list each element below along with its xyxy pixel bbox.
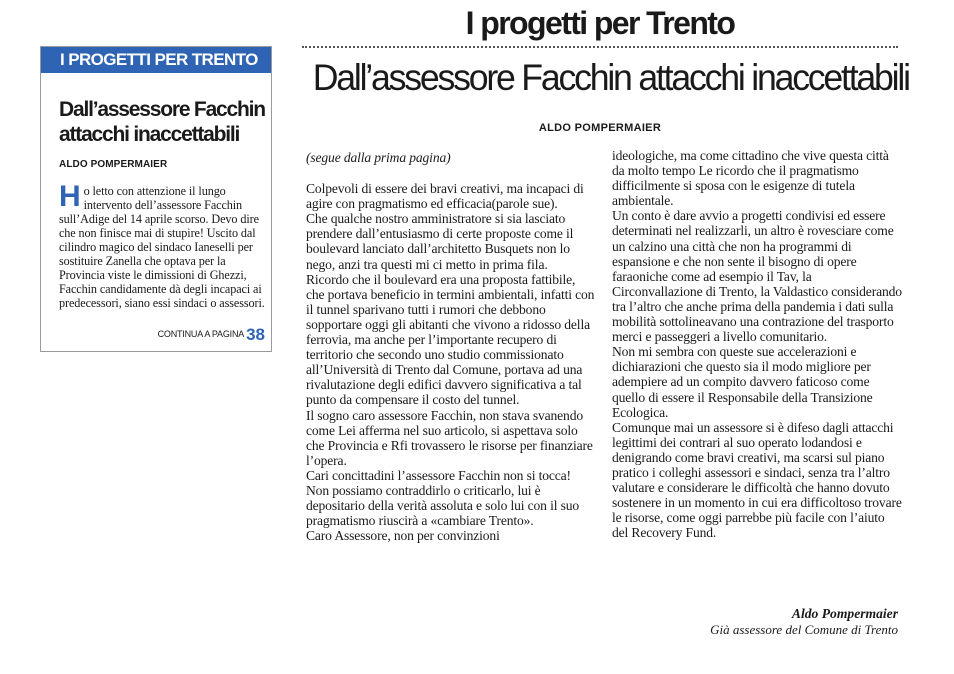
teaser-byline: ALDO POMPERMAIER <box>59 159 168 170</box>
segue-note: (segue dalla prima pagina) <box>306 150 451 165</box>
paragraph: Ricordo che il boulevard era una proposta fattibile, che portava beneficio in termini ambientali, infatti con il tunnel sparivano tutti i rumori che debbono sopportare oggi gli abitanti che vivono a ridosso della ferrovia, ma anche per l’importante recupero di territorio che secondo uno studio commissionato all’Università di Trento dal Comune, portava ad una rivalutazione degli edifici davvero significativa a tal punto da compensare il costo del tunnel. <box>306 271 595 408</box>
teaser-dropcap: H <box>59 180 81 213</box>
paragraph: Il sogno caro assessore Facchin, non stava svanendo come Lei afferma nel suo articolo, si aspettava solo che Provincia e Rfi trovassero le risorse per finanziare l’opera. <box>306 407 593 468</box>
paragraph: Non possiamo contraddirlo o criticarlo, lui è depositario della verità assoluta e solo lui con il suo pragmatismo riuscirà a «cambiare Trento». <box>306 482 580 529</box>
paragraph: Caro Assessore, non per convinzioni <box>306 528 500 544</box>
teaser-section-label: I PROGETTI PER TRENTO <box>41 47 271 73</box>
paragraph: Non mi sembra con queste sue accelerazioni e dichiarazioni che questo sia il modo migliore per adempiere ad un compito davvero faticoso come quello di essere il Responsabile della Transizione Ecologica. <box>612 344 873 420</box>
article-column-1 <box>306 150 596 543</box>
teaser-continue-link[interactable] <box>158 325 265 345</box>
paragraph: Cari concittadini l’assessore Facchin non si tocca! <box>306 467 571 483</box>
teaser-body-text: o letto con attenzione il lungo intervento dell’assessore Facchin sull’Adige del 14 aprile scorso. Devo dire che non finisce mai di stupire! Uscito dal cilindro magico del sindaco Ianeselli per sostituire Zanella che optava per la Provincia viste le dimissioni di Ghezzi, Facchin candidamente dà degli incapaci ai predecessori, siano essi sindaci o assessori. <box>59 184 265 310</box>
teaser-box <box>40 46 272 352</box>
paragraph: Che qualche nostro amministratore si sia lasciato prendere dall’entusiasmo di certe proposte come il boulevard lanciato dall’architetto Busquets non lo nego, anzi tra questi mi ci metto in prima fila. <box>306 211 574 272</box>
paragraph: Colpevoli di essere dei bravi creativi, ma incapaci di agire con pragmatismo ed efficacia(parole sue). <box>306 181 584 212</box>
paragraph: Comunque mai un assessore si è difeso dagli attacchi legittimi dei contrari al suo operato lodandosi e denigrando come bravi creativi, ma scarsi sul piano pratico i colleghi assessori e sindaci, senza tra l’altro valutare e considerare le difficoltà che hanno dovuto sostenere in un momento in cui era difficoltoso trovare le risorse, come oggi parrebbe più facile con l’aiuto del Recovery Fund. <box>612 419 902 541</box>
signature-role: Già assessore del Comune di Trento <box>710 622 898 637</box>
dotted-divider <box>302 46 898 48</box>
article-headline: Dall’assessore Facchin attacchi inaccettabili <box>312 57 909 98</box>
continue-label: CONTINUA A PAGINA <box>157 329 245 339</box>
paragraph: ideologiche, ma come cittadino che vive questa città da molto tempo Le ricordo che il pragmatismo difficilmente si sposa con le esigenze di tutela ambientale. <box>612 148 889 209</box>
section-heading: I progetti per Trento <box>465 5 735 41</box>
signature-name: Aldo Pompermaier <box>791 606 898 621</box>
paragraph: Un conto è dare avvio a progetti condivisi ed essere determinati nel realizzarli, un altro è rovesciare come un calzino una città che non ha programmi di espansione e che non sente il bisogno di opere faraoniche come ad esempio il Tav, la Circonvallazione di Trento, la Valdastico considerando tra l’altro che anche prima della pandemia i dati sulla mobilità sottolineavano una contrazione del trasporto merci e passeggeri a livello comunitario. <box>612 208 902 345</box>
teaser-body <box>59 180 267 310</box>
continue-page-number: 38 <box>246 325 265 344</box>
article-column-2 <box>612 148 902 540</box>
teaser-title: Dall’assessore Facchin attacchi inaccettabili <box>59 98 265 146</box>
article-byline: ALDO POMPERMAIER <box>538 122 662 134</box>
